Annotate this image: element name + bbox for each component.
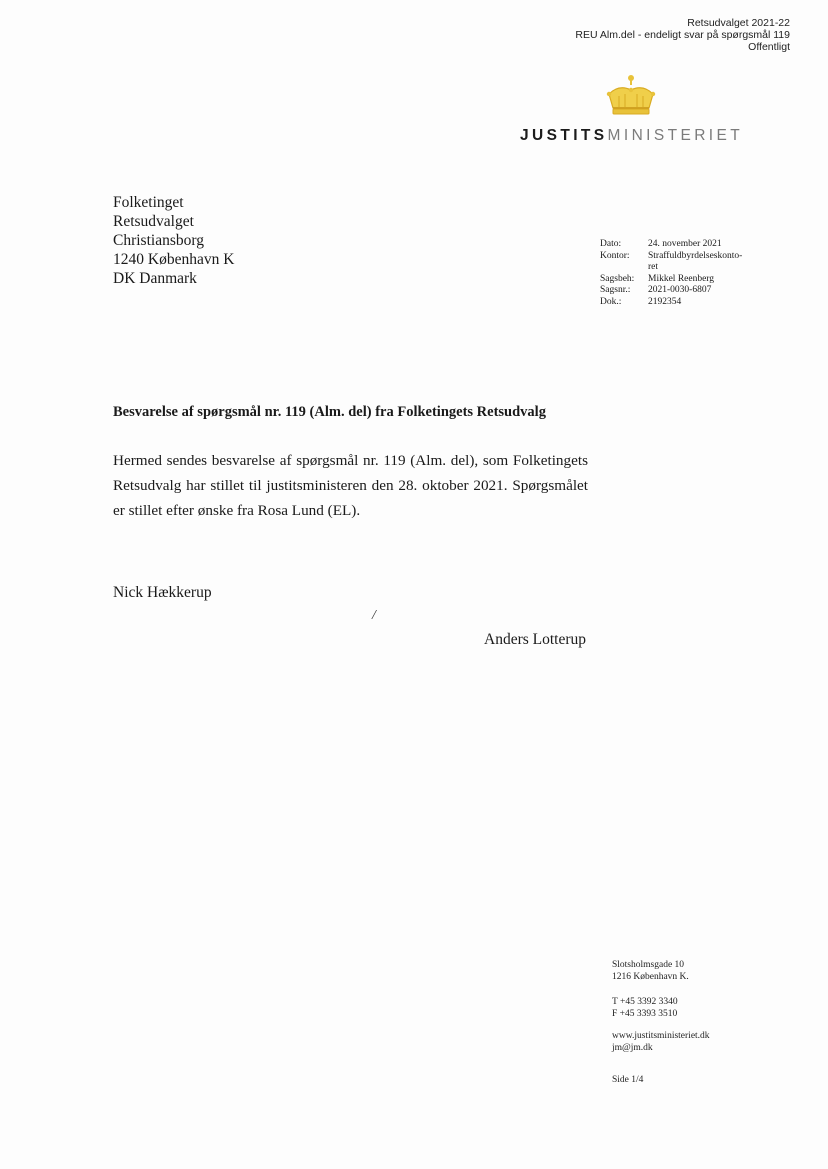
meta-value: 24. november 2021 — [648, 239, 722, 249]
signature-primary: Nick Hækkerup — [113, 584, 212, 601]
meta-value — [648, 251, 766, 274]
crown-icon — [605, 74, 657, 118]
meta-row-date — [600, 239, 766, 251]
meta-value-line: ret — [648, 262, 659, 272]
meta-value: 2192354 — [648, 296, 682, 307]
signature-secondary: Anders Lotterup — [484, 631, 587, 648]
letter-subject: Besvarelse af spørgsmål nr. 119 (Alm. del) fra Folketingets Retsudvalg — [113, 404, 546, 420]
ministry-contact-footer — [612, 959, 710, 1086]
meta-label: Dok.: — [600, 296, 622, 307]
recipient-line: DK Danmark — [113, 270, 197, 287]
recipient-address — [113, 193, 234, 288]
ministry-wordmark — [520, 127, 743, 145]
wordmark-justits: JUSTITS — [520, 127, 608, 144]
recipient-line: 1240 København K — [113, 251, 235, 268]
stamp-status: Offentligt — [748, 41, 790, 53]
wordmark-ministeriet: MINISTERIET — [607, 127, 744, 144]
document-stamp — [575, 17, 790, 53]
meta-row-document — [600, 297, 766, 309]
meta-label: Kontor: — [600, 250, 630, 261]
meta-value-line: Straffuldbyrdelseskonto- — [648, 250, 743, 261]
meta-value: 2021-0030-6807 — [648, 285, 712, 295]
footer-phone: T +45 3392 3340 — [612, 997, 678, 1007]
meta-label: Sagsbeh: — [600, 273, 635, 284]
meta-label: Dato: — [600, 239, 622, 249]
recipient-line: Retsudvalget — [113, 213, 194, 230]
document-metadata — [600, 239, 766, 308]
stamp-committee: Retsudvalget 2021-22 — [687, 17, 790, 29]
recipient-line: Folketinget — [113, 194, 184, 211]
recipient-line: Christiansborg — [113, 232, 204, 249]
footer-fax: F +45 3393 3510 — [612, 1009, 678, 1019]
letter-body: Hermed sendes besvarelse af spørgsmål nr. 119 (Alm. del), som Folketingets Retsudvalg har stillet til justitsministeren den 28. oktober 2021. Spørgsmålet er stillet efter ønske fra Rosa Lund (EL). — [113, 452, 588, 519]
footer-website: www.justitsministeriet.dk — [612, 1031, 710, 1041]
footer-street: Slotsholmsgade 10 — [612, 960, 685, 970]
meta-value: Mikkel Reenberg — [648, 273, 715, 284]
meta-row-case-handler — [600, 274, 766, 286]
footer-email: jm@jm.dk — [612, 1043, 653, 1053]
page-number: Side 1/4 — [612, 1075, 644, 1085]
stamp-reference: REU Alm.del - endeligt svar på spørgsmål 119 — [575, 29, 790, 41]
meta-label: Sagsnr.: — [600, 285, 631, 295]
meta-row-case-number — [600, 285, 766, 297]
meta-row-office — [600, 251, 766, 274]
footer-city: 1216 København K. — [612, 972, 689, 982]
signature-separator: / — [372, 608, 376, 623]
